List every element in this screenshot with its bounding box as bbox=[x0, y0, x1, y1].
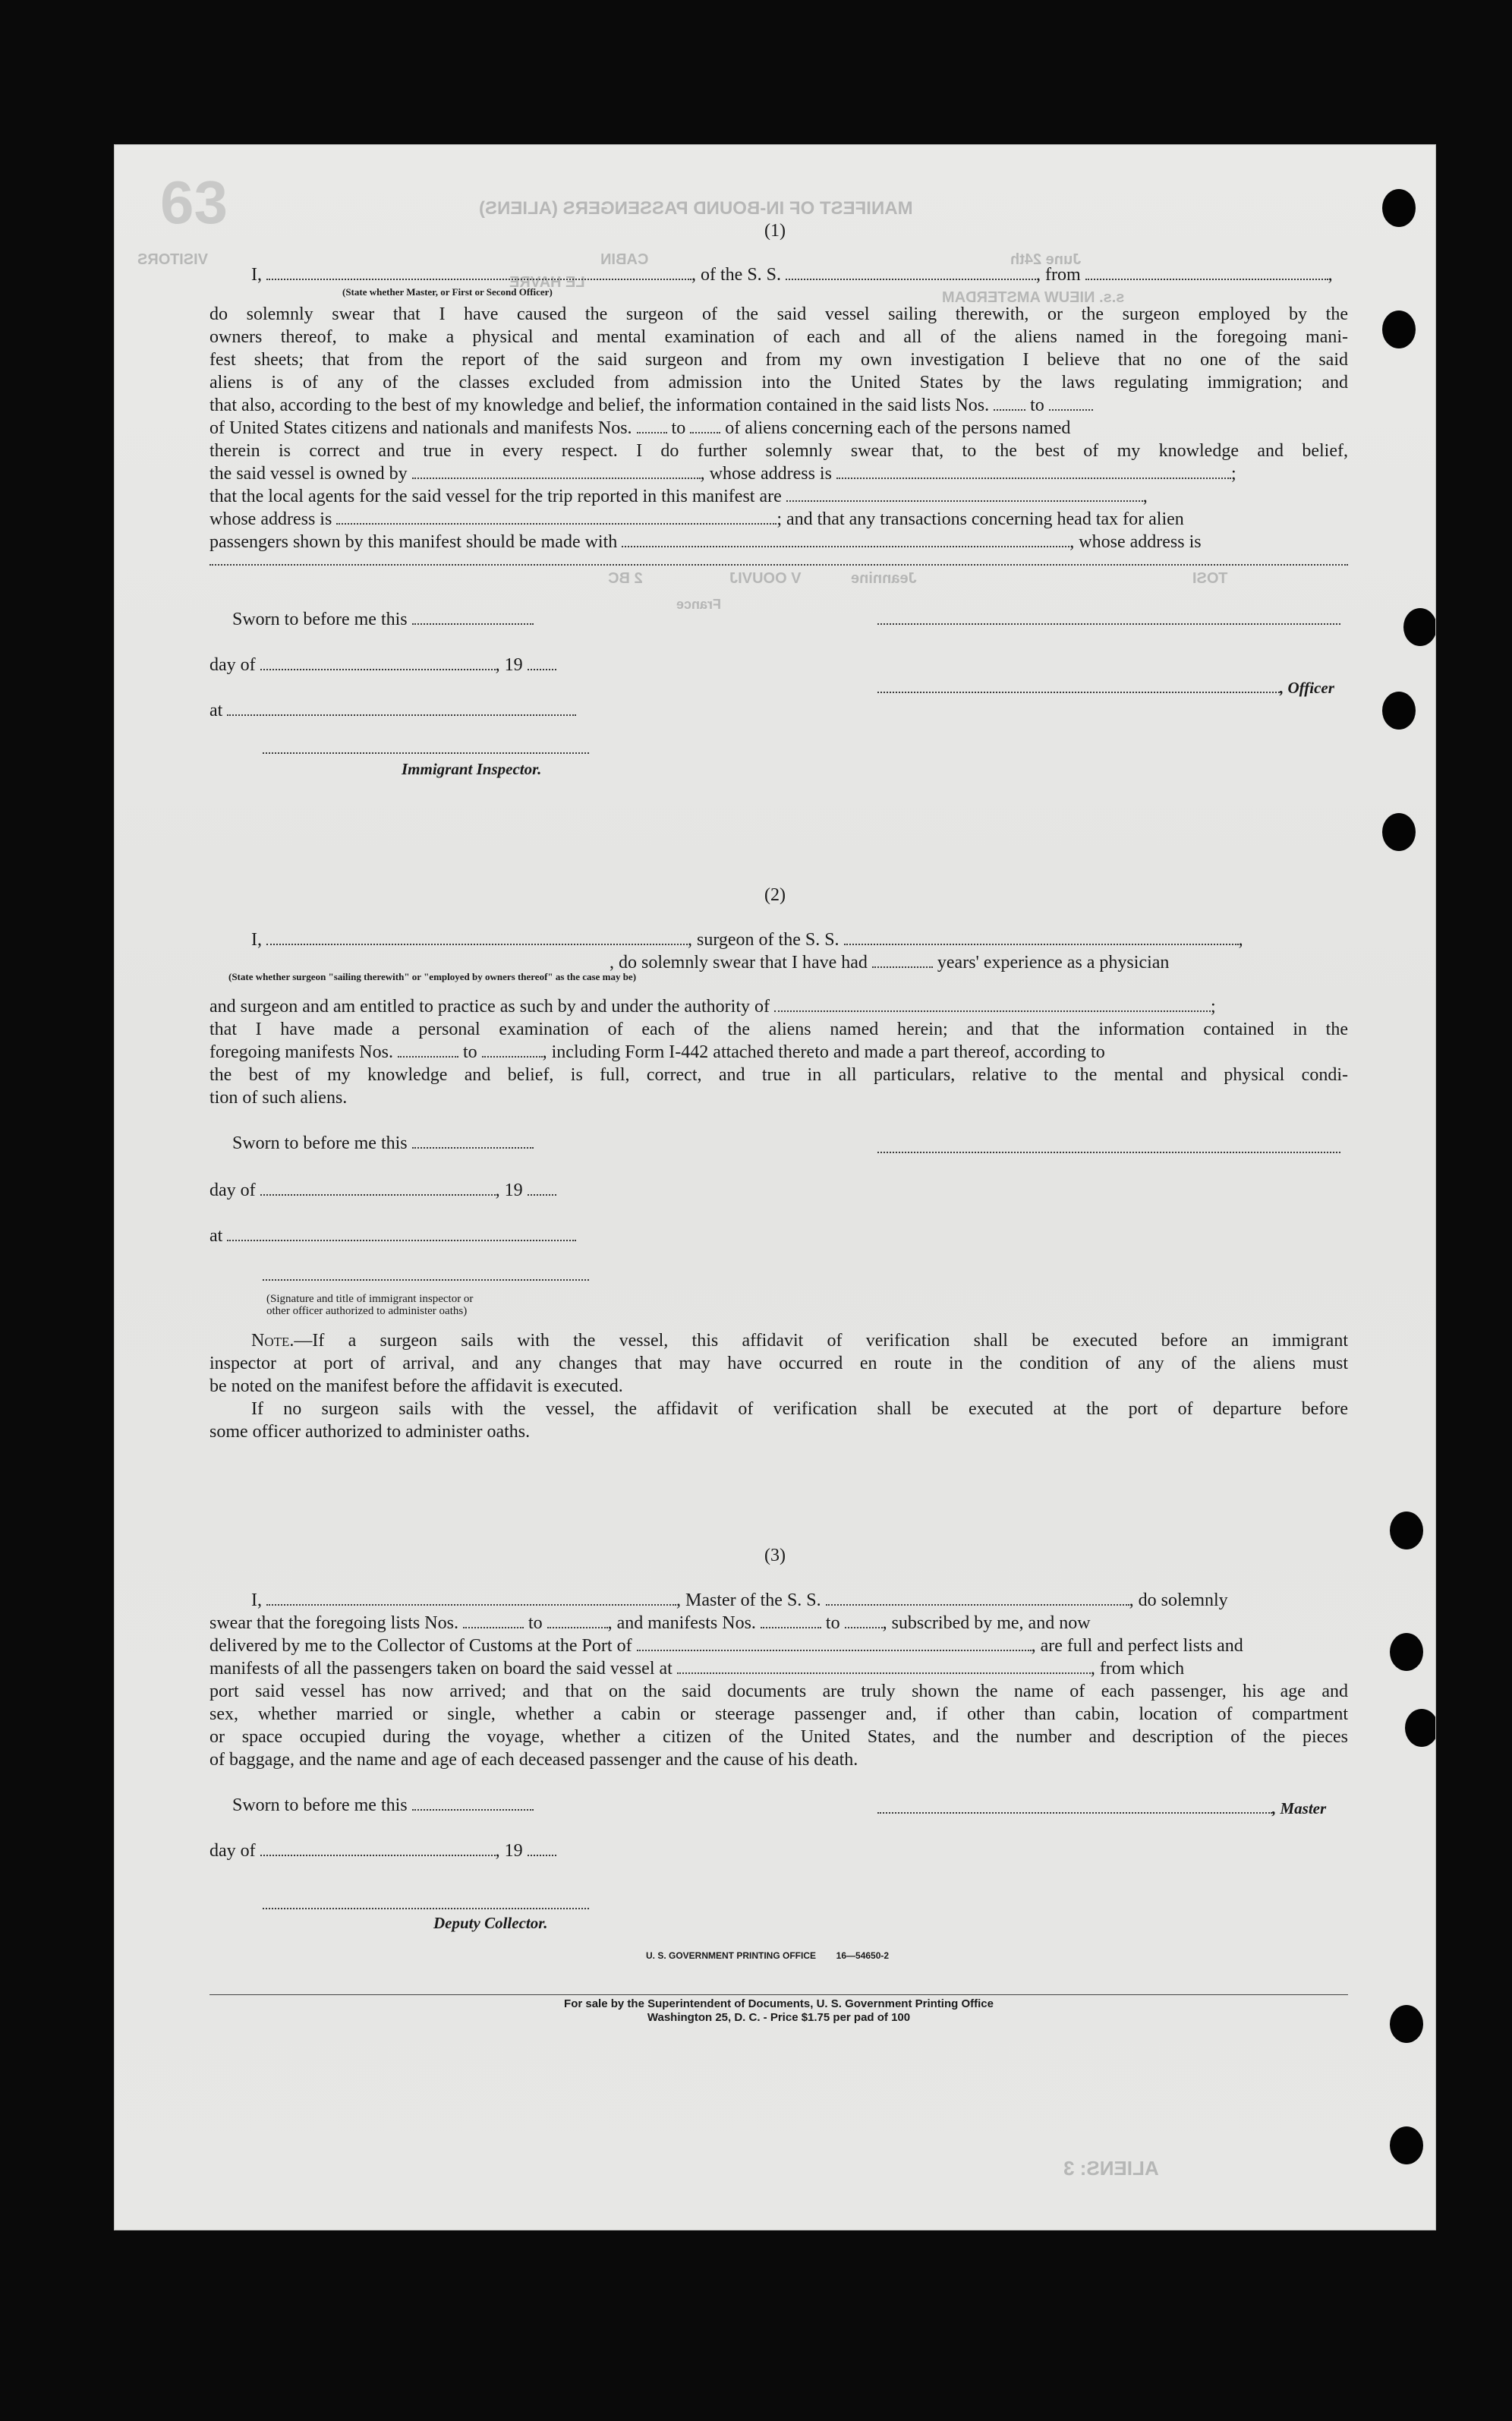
year-field[interactable] bbox=[528, 1839, 556, 1856]
bleed-ship: s.s. NIEUW AMSTERDAM bbox=[942, 289, 1125, 306]
bleed-country: France bbox=[676, 597, 722, 612]
binder-hole bbox=[1382, 692, 1416, 730]
section-3-text-line: sex, whether married or single, whether a cabin or steerage passenger and, if other than cabin, location of compartment bbox=[209, 1704, 1348, 1724]
section-2-heading: (2) bbox=[764, 885, 786, 905]
bleed-aliens-count: ALIENS: 3 bbox=[1063, 2157, 1159, 2180]
sale-notice-line-2: Washington 25, D. C. - Price $1.75 per pad of 100 bbox=[647, 2011, 911, 2024]
bleed-date: June 24th bbox=[1010, 251, 1082, 268]
section-2-line-2: , do solemnly swear that I have had years' experience as a physician bbox=[610, 953, 1170, 972]
note-text-line: some officer authorized to administer oaths. bbox=[209, 1422, 531, 1442]
signature-note-line-1: (Signature and title of immigrant inspector or bbox=[266, 1293, 474, 1305]
manifest-verification-page bbox=[114, 144, 1436, 2230]
from-port-field[interactable] bbox=[1085, 263, 1328, 280]
sworn-line: Sworn to before me this bbox=[232, 1794, 534, 1817]
section-3-text-line: port said vessel has now arrived; and that on the said documents are truly shown the name of each passenger, his age and bbox=[209, 1682, 1348, 1701]
master-ship-field[interactable] bbox=[826, 1589, 1129, 1606]
section-1-citizens-line: of United States citizens and nationals and manifests Nos. to of aliens concerning each of the persons named bbox=[209, 418, 1071, 438]
years-experience-field[interactable] bbox=[872, 951, 933, 968]
section-1-text-line: owners thereof, to make a physical and mental examination of each and all of the aliens named in the foregoing mani- bbox=[209, 327, 1348, 347]
day-of-line: day of , 19 bbox=[209, 654, 556, 676]
section-3-heading: (3) bbox=[764, 1546, 786, 1565]
section-3-text-line: of baggage, and the name and age of each deceased passenger and the cause of his death. bbox=[209, 1750, 858, 1770]
sworn-day-field[interactable] bbox=[412, 608, 534, 625]
at-line: at bbox=[209, 699, 576, 722]
manifests-to-field[interactable] bbox=[690, 417, 720, 433]
section-3-text-line: or space occupied during the voyage, whether a citizen of the United States, and the number and description of the pieces bbox=[209, 1727, 1348, 1747]
section-1-text-line: fest sheets; that from the report of the said surgeon and from my own investigation I believe that no one of the said bbox=[209, 350, 1348, 370]
at-place-field[interactable] bbox=[227, 699, 576, 716]
sworn-line: Sworn to before me this bbox=[232, 608, 534, 631]
bleed-code: V OOUVIJ bbox=[729, 570, 802, 587]
section-1-whose-line: whose address is ; and that any transactions concerning head tax for alien bbox=[209, 509, 1184, 529]
binder-hole bbox=[1382, 311, 1416, 348]
section-1-heading: (1) bbox=[764, 221, 786, 241]
binder-hole bbox=[1390, 1512, 1423, 1549]
surgeon-ship-field[interactable] bbox=[844, 928, 1239, 945]
month-field[interactable] bbox=[260, 654, 496, 670]
surgeon-manifests-to-field[interactable] bbox=[482, 1041, 543, 1058]
note-text-line: If no surgeon sails with the vessel, the affidavit of verification shall be executed at the port of departure before bbox=[251, 1399, 1348, 1419]
officer-line bbox=[877, 676, 1334, 699]
sworn-line: Sworn to before me this bbox=[232, 1132, 534, 1155]
year-field[interactable] bbox=[528, 1179, 556, 1196]
binder-hole bbox=[1390, 2126, 1423, 2164]
section-1-line-1: I, , of the S. S. , from , bbox=[251, 265, 1333, 285]
section-2-text-line: the best of my knowledge and belief, is full, correct, and true in all particulars, relative to the mental and physical condi- bbox=[209, 1065, 1348, 1085]
section-3-line-1: I, , Master of the S. S. , do solemnly bbox=[251, 1590, 1228, 1610]
binder-hole bbox=[1405, 1709, 1436, 1747]
authority-field[interactable] bbox=[774, 995, 1211, 1012]
year-field[interactable] bbox=[528, 654, 556, 670]
manifests-from-field[interactable] bbox=[637, 417, 667, 433]
signature-note-line-2: other officer authorized to administer oaths) bbox=[266, 1305, 468, 1317]
lists-to-field[interactable] bbox=[1049, 394, 1093, 411]
master-lists-to-field[interactable] bbox=[547, 1612, 608, 1628]
sale-notice-line-1: For sale by the Superintendent of Documents, U. S. Government Printing Office bbox=[564, 1997, 994, 2010]
binder-hole bbox=[1382, 189, 1416, 227]
footer-rule bbox=[209, 1994, 1348, 1995]
month-field[interactable] bbox=[260, 1839, 496, 1856]
owner-field[interactable] bbox=[412, 462, 701, 479]
master-name-field[interactable] bbox=[266, 1589, 676, 1606]
master-signature-line bbox=[877, 1797, 1326, 1820]
bleed-class: 2 BC bbox=[608, 570, 643, 587]
day-of-line: day of , 19 bbox=[209, 1839, 556, 1862]
section-1-agents-line: that the local agents for the said vessel for the trip reported in this manifest are , bbox=[209, 487, 1148, 506]
bleed-port: LE HAVRE bbox=[509, 274, 585, 291]
sworn-day-field[interactable] bbox=[412, 1132, 534, 1149]
master-manifests-to-field[interactable] bbox=[845, 1612, 883, 1628]
contact-address-field[interactable] bbox=[209, 564, 1348, 566]
section-2-foregoing-line: foregoing manifests Nos. to , including Form I-442 attached thereto and made a part thereof, according to bbox=[209, 1042, 1105, 1062]
section-3-line-2: swear that the foregoing lists Nos. to , and manifests Nos. to , subscribed by me, and now bbox=[209, 1613, 1091, 1633]
binder-hole bbox=[1390, 2005, 1423, 2043]
local-agents-field[interactable] bbox=[786, 485, 1143, 502]
section-1-passengers-line: passengers shown by this manifest should be made with , whose address is bbox=[209, 532, 1202, 552]
customs-port-field[interactable] bbox=[637, 1634, 1032, 1651]
note-master-officer: (State whether Master, or First or Second Officer) bbox=[342, 286, 553, 298]
lists-from-field[interactable] bbox=[994, 394, 1025, 411]
surgeon-manifests-from-field[interactable] bbox=[398, 1041, 458, 1058]
boarding-port-field[interactable] bbox=[677, 1657, 1091, 1674]
inspector-signature-field[interactable] bbox=[263, 752, 589, 754]
section-2-entitled-line: and surgeon and am entitled to practice as such by and under the authority of ; bbox=[209, 997, 1216, 1017]
bleed-corner-number: 63 bbox=[160, 169, 228, 236]
bleed-given-name: Jeannine bbox=[851, 570, 917, 587]
day-of-line: day of , 19 bbox=[209, 1179, 556, 1202]
section-1-text-line: aliens is of any of the classes excluded from admission into the United States by the laws regulating immigration; and bbox=[209, 373, 1348, 392]
surgeon-name-field[interactable] bbox=[266, 928, 688, 945]
owner-address-field[interactable] bbox=[836, 462, 1231, 479]
sworn-day-field[interactable] bbox=[412, 1794, 534, 1811]
master-manifests-from-field[interactable] bbox=[761, 1612, 821, 1628]
gpo-imprint: U. S. GOVERNMENT PRINTING OFFICE 16—54650-2 bbox=[646, 1950, 890, 1961]
bleed-surname: TOSI bbox=[1192, 570, 1228, 587]
note-surgeon-type: (State whether surgeon "sailing therewith" or "employed by owners thereof" as the case may be) bbox=[228, 971, 637, 982]
bleed-manifest-title: MANIFEST OF IN-BOUND PASSENGERS (ALIENS) bbox=[479, 198, 913, 219]
note-line: Note.—If a surgeon sails with the vessel, this affidavit of verification shall be executed before an immigrant bbox=[251, 1331, 1348, 1351]
at-line: at bbox=[209, 1225, 576, 1247]
head-tax-contact-field[interactable] bbox=[622, 531, 1069, 547]
section-1-lists-line: that also, according to the best of my knowledge and belief, the information contained in the said lists Nos. to bbox=[209, 394, 1348, 417]
bleed-visitors: VISITORS bbox=[137, 251, 208, 268]
note-text-line: be noted on the manifest before the affidavit is executed. bbox=[209, 1376, 623, 1396]
officer-name-field[interactable] bbox=[266, 263, 691, 280]
binder-hole bbox=[1382, 813, 1416, 851]
section-2-line-1: I, , surgeon of the S. S. , bbox=[251, 930, 1243, 950]
ship-name-field[interactable] bbox=[786, 263, 1036, 280]
inspector-signature-field[interactable] bbox=[263, 1279, 589, 1281]
section-3-line-3: delivered by me to the Collector of Customs at the Port of , are full and perfect lists and bbox=[209, 1636, 1243, 1656]
binder-hole bbox=[1403, 608, 1436, 646]
deputy-signature-field[interactable] bbox=[263, 1908, 589, 1909]
section-2-text-line: tion of such aliens. bbox=[209, 1088, 348, 1108]
month-field[interactable] bbox=[260, 1179, 496, 1196]
agents-address-field[interactable] bbox=[336, 508, 776, 525]
master-lists-from-field[interactable] bbox=[463, 1612, 524, 1628]
officer-title-field[interactable] bbox=[877, 676, 1280, 693]
section-3-line-4: manifests of all the passengers taken on board the said vessel at , from which bbox=[209, 1659, 1185, 1679]
officer-signature-field[interactable] bbox=[877, 623, 1340, 625]
section-1-owned-line: the said vessel is owned by , whose address is ; bbox=[209, 464, 1236, 484]
section-1-text-line: therein is correct and true in every respect. I do further solemnly swear that, to the best of my knowledge and belief, bbox=[209, 441, 1348, 461]
binder-hole bbox=[1390, 1633, 1423, 1671]
officer-caption: , Officer bbox=[1280, 679, 1334, 697]
at-place-field[interactable] bbox=[227, 1225, 576, 1241]
note-label: Note. bbox=[251, 1331, 295, 1351]
bleed-cabin: CABIN bbox=[600, 251, 649, 268]
surgeon-signature-field[interactable] bbox=[877, 1152, 1340, 1153]
master-caption: , Master bbox=[1272, 1799, 1327, 1817]
section-2-text-line: that I have made a personal examination of each of the aliens named herein; and that the information contained in the bbox=[209, 1020, 1348, 1039]
note-text-line: inspector at port of arrival, and any changes that may have occurred en route in the condition of any of the aliens must bbox=[209, 1354, 1348, 1373]
section-1-text-line: do solemnly swear that I have caused the surgeon of the said vessel sailing therewith, or the surgeon employed by the bbox=[209, 304, 1348, 324]
immigrant-inspector-caption: Immigrant Inspector. bbox=[402, 760, 542, 778]
master-signature-field[interactable] bbox=[877, 1797, 1272, 1814]
deputy-collector-caption: Deputy Collector. bbox=[433, 1914, 548, 1932]
